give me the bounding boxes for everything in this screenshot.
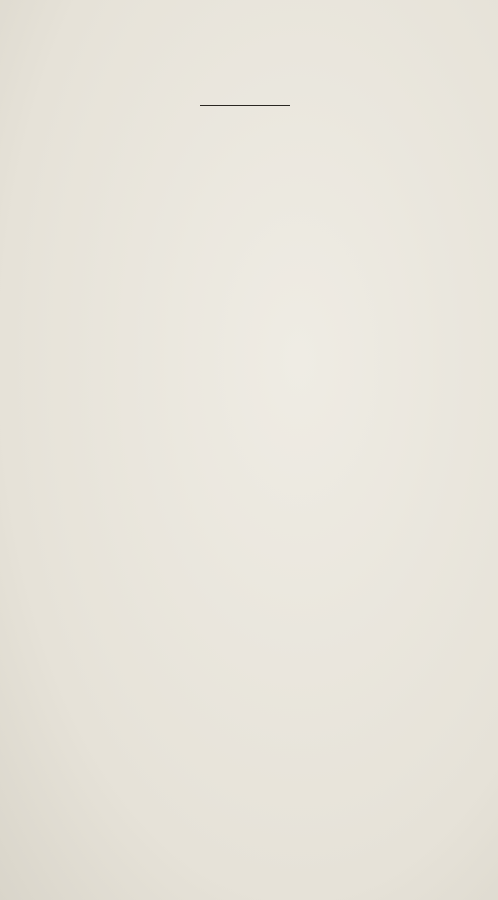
page-body — [20, 89, 470, 124]
section-divider — [200, 105, 290, 106]
